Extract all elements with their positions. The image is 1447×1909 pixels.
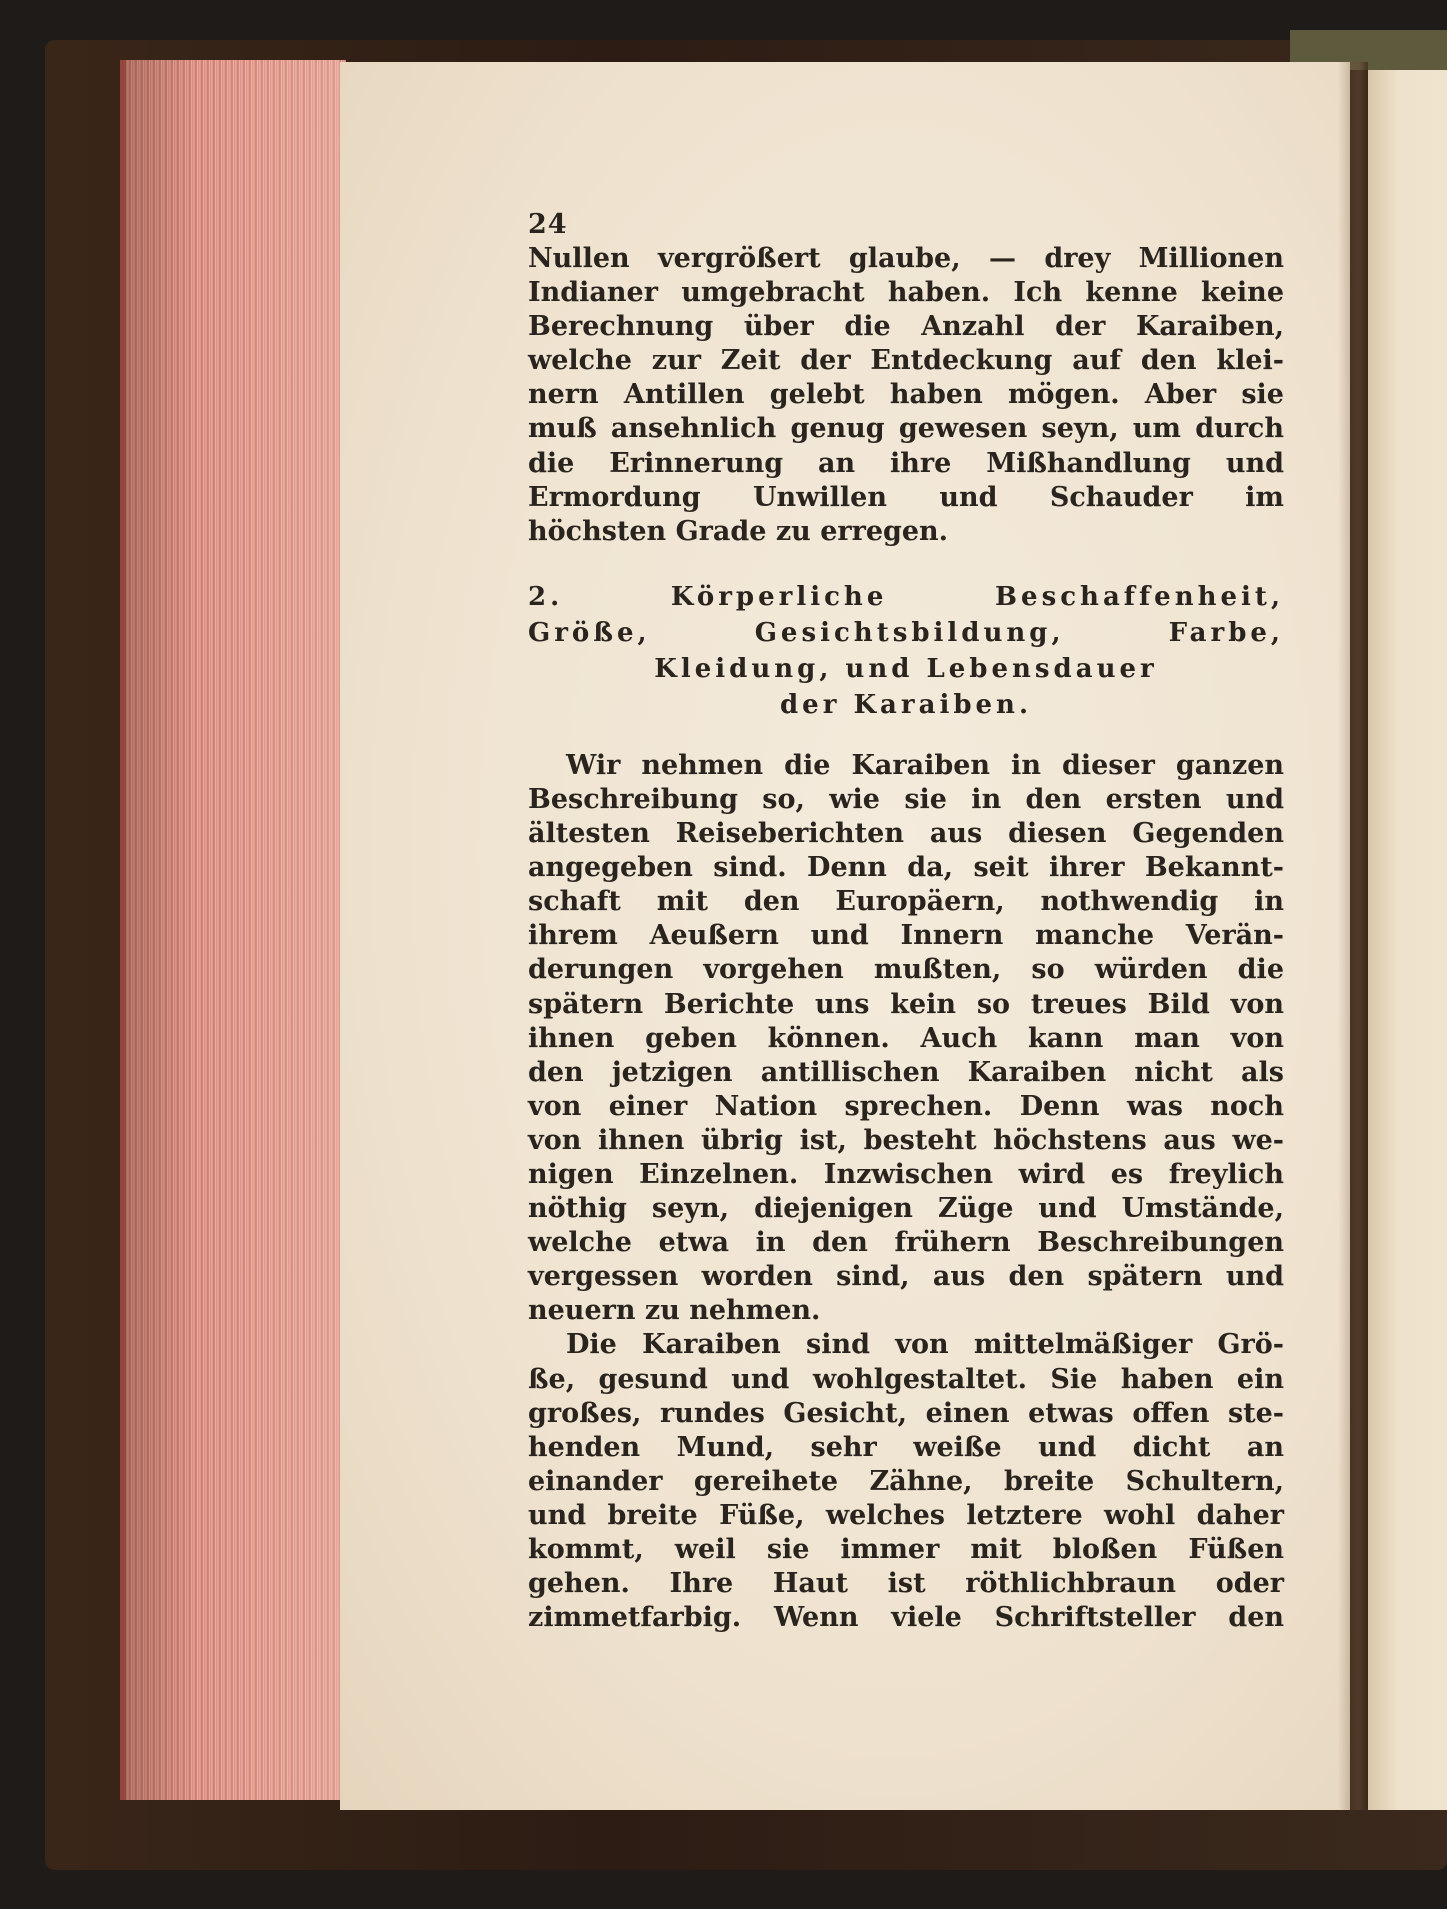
text-line: derungen vorgehen mußten, so würden die <box>528 954 1284 986</box>
text-line: ße, gesund und wohlgestaltet. Sie haben ein <box>528 1363 1284 1395</box>
text-line: Ermordung Unwillen und Schauder im <box>528 481 1284 513</box>
text-line: muß ansehnlich genug gewesen seyn, um durch <box>528 413 1284 445</box>
text-line: nigen Einzelnen. Inzwischen wird es freylich <box>528 1158 1284 1190</box>
text-line: großes, rundes Gesicht, einen etwas offen ste- <box>528 1397 1284 1429</box>
text-line: die Erinnerung an ihre Mißhandlung und <box>528 447 1284 479</box>
heading-line: Größe, Gesichtsbildung, Farbe, <box>528 617 1284 648</box>
book-page-right-edge <box>1368 70 1447 1810</box>
heading-line: Kleidung, und Lebensdauer <box>654 653 1158 684</box>
text-line: von einer Nation sprechen. Denn was noch <box>528 1090 1284 1122</box>
text-line: welche zur Zeit der Entdeckung auf den klei- <box>528 345 1284 377</box>
text-line: ihnen geben können. Auch kann man von <box>528 1022 1284 1054</box>
text-line: welche etwa in den frühern Beschreibungen <box>528 1227 1284 1259</box>
text-line: kommt, weil sie immer mit bloßen Füßen <box>528 1534 1284 1565</box>
text-line: spätern Berichte uns kein so treues Bild von <box>528 988 1284 1020</box>
text-line: und breite Füße, welches letztere wohl daher <box>528 1499 1284 1531</box>
paragraph-1 <box>528 749 1284 1329</box>
opening-paragraph <box>528 242 1284 549</box>
page-text-block <box>528 208 1284 1635</box>
text-line: Berechnung über die Anzahl der Karaiben, <box>528 311 1284 343</box>
text-line: nern Antillen gelebt haben mögen. Aber sie <box>528 379 1284 411</box>
text-line: neuern zu nehmen. <box>528 1295 821 1327</box>
text-line: ältesten Reiseberichten aus diesen Gegenden <box>528 818 1284 850</box>
heading-line: 2. Körperliche Beschaffenheit, <box>528 581 1284 612</box>
text-line: Wir nehmen die Karaiben in dieser ganzen <box>566 749 1284 781</box>
text-line: Nullen vergrößert glaube, — drey Millionen <box>528 243 1284 274</box>
text-line: henden Mund, sehr weiße und dicht an <box>528 1431 1284 1463</box>
page-edges-shade <box>120 60 340 1800</box>
text-line: höchsten Grade zu erregen. <box>528 515 949 547</box>
section-heading <box>528 579 1284 723</box>
text-line: angegeben sind. Denn da, seit ihrer Bekannt- <box>528 852 1284 884</box>
text-line: zimmetfarbig. Wenn viele Schriftsteller den <box>528 1602 1284 1634</box>
text-line: nöthig seyn, diejenigen Züge und Umstände, <box>528 1193 1284 1225</box>
text-line: schaft mit den Europäern, nothwendig in <box>528 886 1284 918</box>
page-number: 24 <box>528 209 568 240</box>
text-line: den jetzigen antillischen Karaiben nicht als <box>528 1056 1284 1088</box>
text-line: Beschreibung so, wie sie in den ersten und <box>528 783 1284 815</box>
heading-line: der Karaiben. <box>779 689 1032 720</box>
text-line: vergessen worden sind, aus den spätern und <box>528 1261 1284 1293</box>
text-line: einander gereihete Zähne, breite Schultern, <box>528 1465 1284 1497</box>
text-line: Indianer umgebracht haben. Ich kenne keine <box>528 277 1284 309</box>
text-line: gehen. Ihre Haut ist röthlichbraun oder <box>528 1568 1284 1600</box>
text-line: ihrem Aeußern und Innern manche Verän- <box>528 920 1284 952</box>
book-gutter <box>1338 62 1368 1810</box>
text-line: von ihnen übrig ist, besteht höchstens aus we- <box>528 1124 1284 1156</box>
paragraph-2 <box>528 1328 1284 1635</box>
text-line: Die Karaiben sind von mittelmäßiger Grö- <box>566 1329 1284 1361</box>
